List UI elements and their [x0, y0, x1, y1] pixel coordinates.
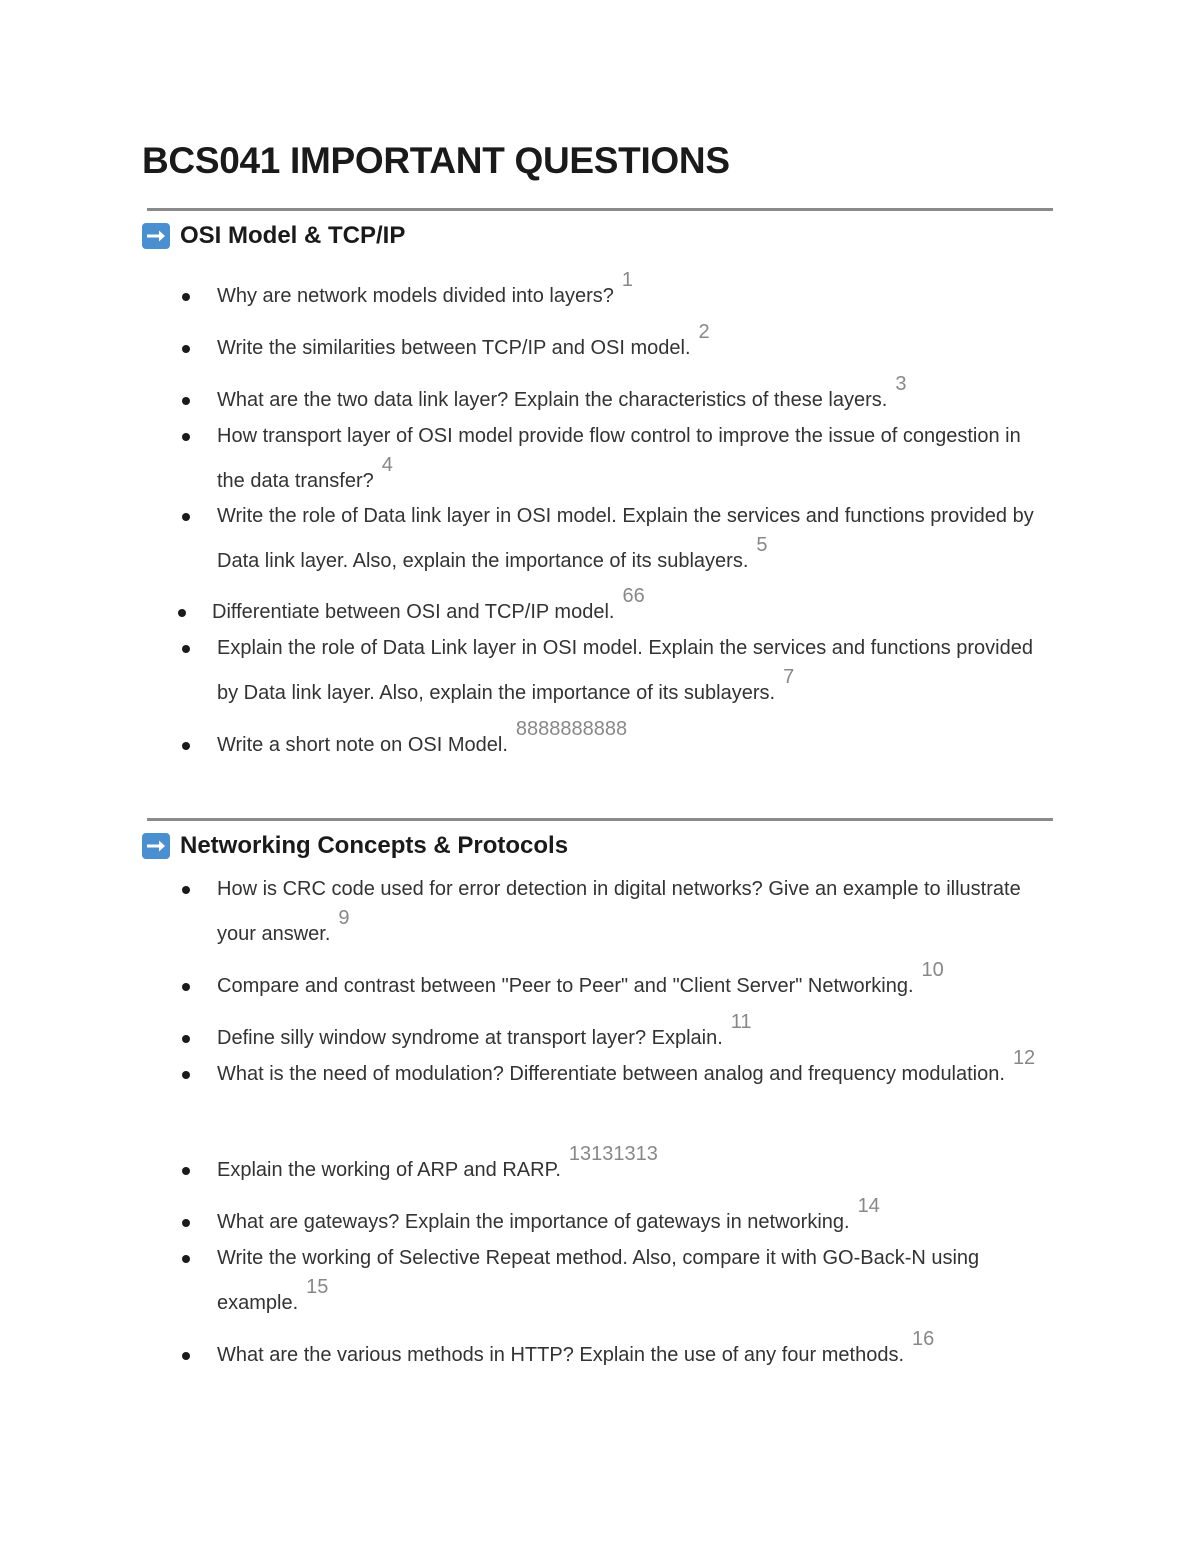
question-text: How transport layer of OSI model provide flow control to improve the issue of congestion in the data transfer? [217, 425, 1021, 492]
question-number: 66 [622, 585, 645, 607]
question-text: Compare and contrast between "Peer to Peer" and "Client Server" Networking. [217, 975, 914, 997]
bullet-icon [182, 293, 190, 301]
question-text: Explain the working of ARP and RARP. [217, 1159, 561, 1181]
list-item [217, 1143, 1047, 1193]
list-item [217, 718, 1047, 768]
question-text: What are gateways? Explain the importance of gateways in networking. [217, 1211, 850, 1233]
question-text: Write a short note on OSI Model. [217, 734, 508, 756]
section-heading-osi [142, 222, 405, 250]
bullet-icon [182, 345, 190, 353]
question-text: Define silly window syndrome at transport layer? Explain. [217, 1027, 723, 1049]
question-number: 5 [756, 534, 768, 556]
section-divider [147, 818, 1053, 821]
question-text: Explain the role of Data Link layer in OSI model. Explain the services and functions provided by Data link layer. Also, explain the importance of its sublayers. [217, 637, 1033, 704]
list-item [217, 414, 1047, 504]
bullet-icon [182, 1255, 190, 1263]
question-text: Write the role of Data link layer in OSI model. Explain the services and functions provided by Data link layer. Also, explain the importance of its sublayers. [217, 505, 1034, 572]
bullet-icon [182, 513, 190, 521]
question-text: Why are network models divided into layers? [217, 285, 614, 307]
question-number: 1 [621, 269, 633, 291]
bullet-icon [182, 433, 190, 441]
question-text: Write the working of Selective Repeat method. Also, compare it with GO-Back-N using example. [217, 1247, 980, 1314]
list-item [217, 1047, 1047, 1097]
question-text: Write the similarities between TCP/IP and OSI model. [217, 337, 691, 359]
bullet-icon [182, 1035, 190, 1043]
question-number: 3 [895, 373, 907, 395]
bullet-icon [182, 1219, 190, 1227]
bullet-icon [182, 645, 190, 653]
question-text: What is the need of modulation? Differentiate between analog and frequency modulation. [217, 1063, 1005, 1085]
section-heading-label: Networking Concepts & Protocols [180, 832, 569, 859]
document-title: BCS041 IMPORTANT QUESTIONS [142, 140, 730, 181]
question-number: 10 [921, 959, 944, 981]
section-heading-label: OSI Model & TCP/IP [180, 222, 406, 249]
question-text: Differentiate between OSI and TCP/IP model. [212, 601, 615, 623]
question-number: 16 [912, 1328, 935, 1350]
question-text: How is CRC code used for error detection in digital networks? Give an example to illustrate your answer. [217, 878, 1021, 945]
question-number: 15 [306, 1276, 329, 1298]
bullet-icon [182, 1071, 190, 1079]
question-number: 14 [857, 1195, 880, 1217]
right-arrow-icon [142, 833, 170, 859]
list-item [217, 269, 1047, 319]
question-number: 12 [1012, 1047, 1036, 1069]
question-number: 7 [783, 666, 795, 688]
question-text: What are the two data link layer? Explain the characteristics of these layers. [217, 389, 888, 411]
question-number: 2 [698, 321, 710, 343]
list-item [217, 1328, 1047, 1378]
bullet-icon [182, 742, 190, 750]
bullet-icon [182, 397, 190, 405]
question-number: 11 [730, 1011, 752, 1033]
section-divider [147, 208, 1053, 211]
list-item [217, 867, 1047, 957]
question-text: What are the various methods in HTTP? Explain the use of any four methods. [217, 1344, 905, 1366]
section-heading-networking [142, 832, 568, 860]
question-number: 9 [338, 907, 350, 929]
right-arrow-icon [142, 223, 170, 249]
question-number: 13131313 [568, 1143, 658, 1165]
bullet-icon [182, 1352, 190, 1360]
list-item [217, 1236, 1047, 1326]
question-number: 4 [381, 454, 393, 476]
list-item [217, 494, 1047, 584]
list-item [217, 321, 1047, 371]
bullet-icon [182, 886, 190, 894]
bullet-icon [182, 1167, 190, 1175]
bullet-icon [178, 609, 186, 617]
list-item [217, 959, 1047, 1009]
question-number: 8888888888 [515, 718, 628, 740]
bullet-icon [182, 983, 190, 991]
list-item [217, 626, 1047, 716]
